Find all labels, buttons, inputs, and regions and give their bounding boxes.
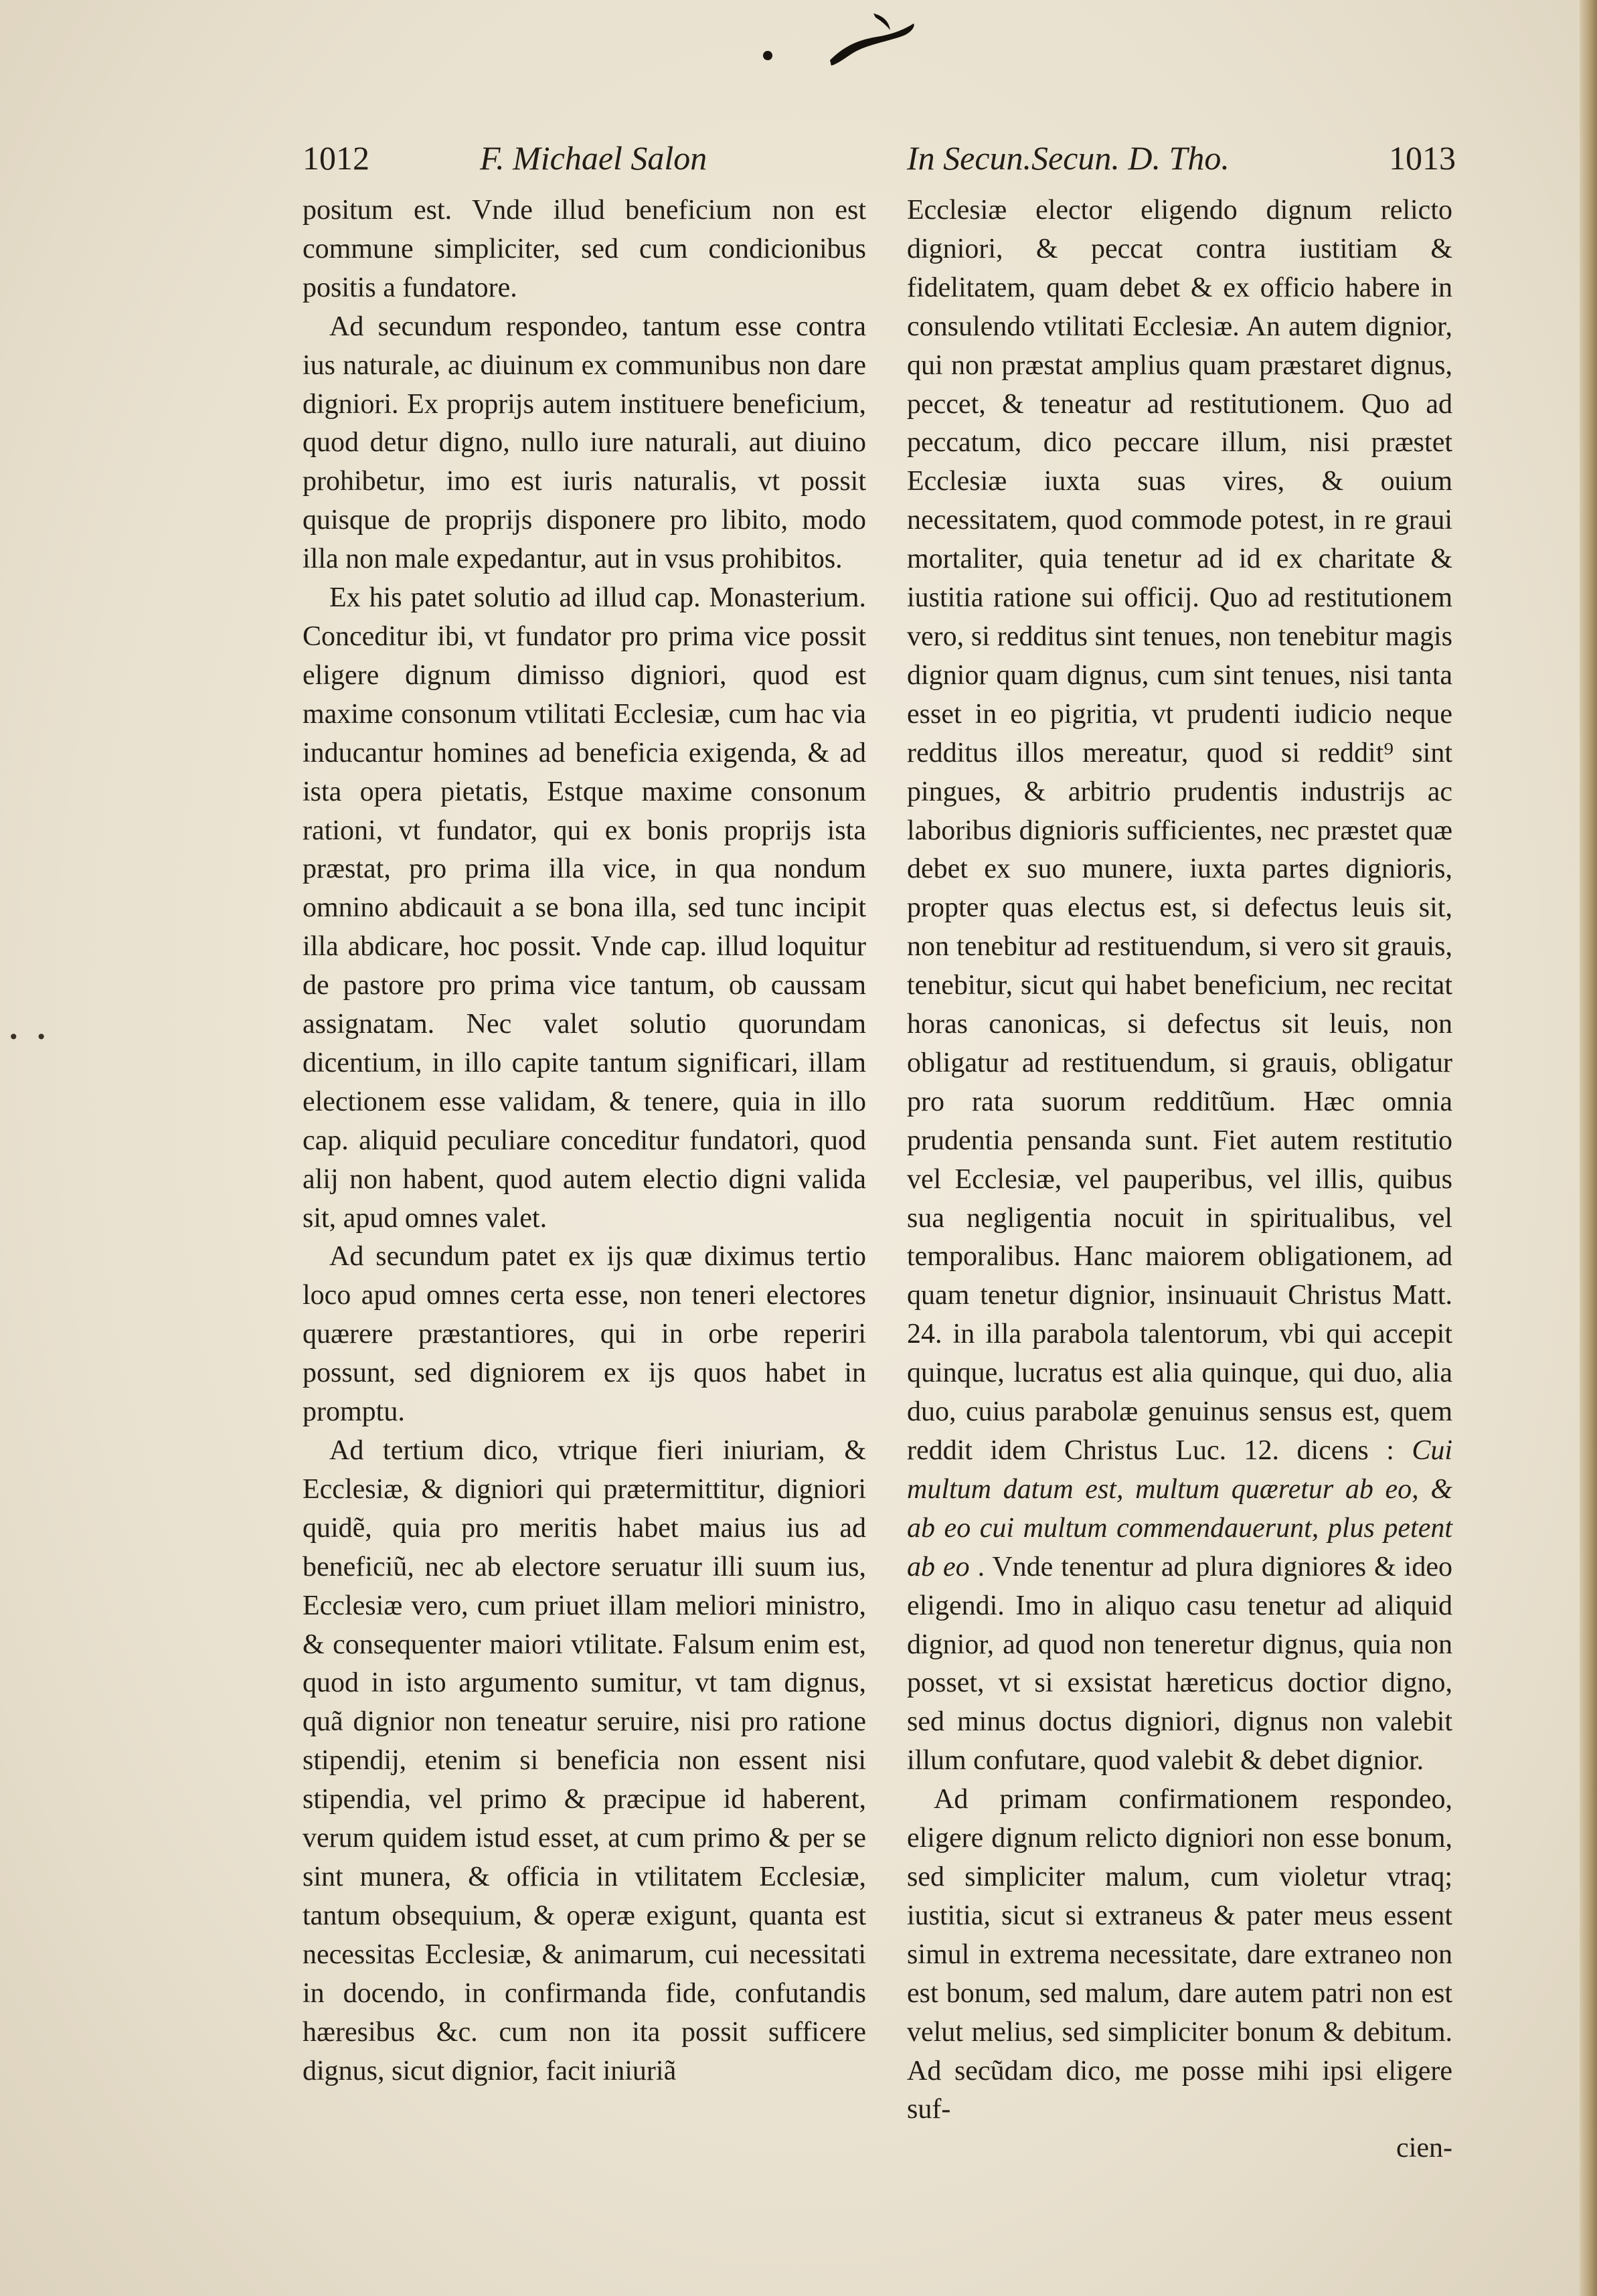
right-text-column xyxy=(907,191,1452,2168)
italic-quotation: Cui multum datum est, multum quæretur ab eo, & ab eo cui multum commendauerunt, plus petent ab eo xyxy=(907,1435,1452,1582)
ink-dot xyxy=(763,51,772,60)
right-page-header xyxy=(907,131,1456,185)
paragraph xyxy=(907,191,1452,1781)
right-running-head: In Secun.Secun. D. Tho. xyxy=(907,139,1230,177)
paragraph: Ex his patet solutio ad illud cap. Monasterium. Conceditur ibi, vt fundator pro prima vice possit eligere dignum dimisso digniori, quod est maxime consonum vtilitati Ecclesiæ, cum hac via inducantur homines ad beneficia exigenda, & ad ista opera pietatis, Estque maxime consonum rationi, vt fundator, qui ex bonis proprijs ista præstat, pro prima illa vice, in qua nondum omnino abdicauit a se bona illa, sed tunc incipit illa abdicare, hoc possit. Vnde cap. illud loquitur de pastore pro prima vice tantum, ob caussam assignatam. Nec valet solutio quorundam dicentium, in illo capite tantum significari, illam electionem esse validam, & tenere, quia in illo cap. aliquid peculiare conceditur fundatori, quod alij non habent, quod autem electio digni valida sit, apud omnes valet. xyxy=(303,582,866,1234)
left-running-head: F. Michael Salon xyxy=(480,139,707,177)
ink-blot-mark xyxy=(823,7,917,67)
right-page-number: 1013 xyxy=(1389,139,1456,177)
paragraph-text: . Vnde tenentur ad plura digniores & ideo eligendi. Imo in aliquo casu tenetur ad aliquid dignior, ad quod non teneretur dignus, quia non posset, vt si exsistat hæreticus doctior digno, sed minus doctus digniori, dignus non valebit illum confutare, quod valebit & debet dignior. xyxy=(907,1551,1452,1777)
catchword: cien- xyxy=(1396,2133,1452,2164)
paragraph: Ad primam confirmationem respondeo, eligere dignum relicto digniori non esse bonum, sed simpliciter malum, cum violetur vtraq; iustitia, sicut si extraneus & pater meus essent simul in extrema necessitate, dare extraneo non est bonum, sed malum, dare autem patri non est velut melius, sed simpliciter bonum & debitum. Ad secũdam dico, me posse mihi ipsi eligere suf- xyxy=(907,1784,1452,2125)
page-edge xyxy=(1580,0,1597,2296)
margin-dots: • • xyxy=(8,1026,52,1048)
left-text-column xyxy=(303,191,866,2090)
paragraph: Ad tertium dico, vtrique fieri iniuriam, & Ecclesiæ, & digniori qui prætermittitur, digniori quidẽ, quia pro meritis habet maius ius ad beneficiũ, nec ab electore seruatur illi suum ius, Ecclesiæ vero, cum priuet illam meliori ministro, & consequenter maiori vtilitate. Falsum enim est, quod in isto argumento sumitur, vt tam dignus, quã dignior non teneatur seruire, nisi pro ratione stipendij, etenim si beneficia non essent nisi stipendia, vel primo & præcipue id haberent, verum quidem istud esset, at cum primo & per se sint munera, & officia in vtilitatem Ecclesiæ, tantum obsequium, & operæ exigunt, quanta est necessitas Ecclesiæ, & animarum, cui necessitati in docendo, in confirmanda fide, confutandis hæresibus &c. cum non ita possit sufficere dignus, sicut dignior, facit iniuriã xyxy=(303,1435,866,2086)
paragraph-text: Ecclesiæ elector eligendo dignum relicto digniori, & peccat contra iustitiam & fidelitatem, quam debet & ex officio habere in consulendo vtilitati Ecclesiæ. An autem dignior, qui non præstat amplius quam præstaret dignus, peccet, & teneatur ad restitutionem. Quo ad peccatum, dico peccare illum, nisi præstet Ecclesiæ iuxta suas vires, & ouium necessitatem, quod commode potest, in re graui mortaliter, quia tenetur ad id ex charitate & iustitia ratione sui officij. Quo ad restitutionem vero, si redditus sint tenues, non tenebitur magis dignior quam dignus, cum sint tenues, nisi tanta esset in eo pigritia, vt prudenti iudicio neque redditus illos mereatur, quod si reddit⁹ sint pingues, & arbitrio prudentis industrijs ac laboribus dignioris sufficientes, nec præstet quæ debet ex suo munere, iuxta partes dignioris, propter quas electus est, si defectus leuis sit, non tenebitur ad restituendum, si vero sit grauis, tenebitur, sicut qui habet beneficium, nec recitat horas canonicas, si defectus sit leuis, non obligatur ad restituendum, si grauis, obligatur pro rata suorum redditũum. Hæc omnia prudentia pensanda sunt. Fiet autem restitutio vel Ecclesiæ, vel pauperibus, vel illis, quibus sua negligentia nocuit in spiritualibus, vel temporalibus. Hanc maiorem obligationem, ad quam tenetur dignior, insinuauit Christus Matt. 24. in illa parabola talentorum, vbi qui accepit quinque, lucratus est alia quinque, qui duo, alia duo, cuius parabolæ genuinus sensus est, quem reddit idem Christus Luc. 12. dicens : xyxy=(907,195,1452,1466)
left-page-header xyxy=(303,131,892,185)
paragraph: Ad secundum respondeo, tantum esse contra ius naturale, ac diuinum ex communibus non dare digniori. Ex proprijs autem instituere beneficium, quod detur digno, nullo iure naturali, aut diuino prohibetur, imo est iuris naturalis, vt possit quisque de proprijs disponere pro libito, modo illa non male expedantur, aut in vsus prohibitos. xyxy=(303,311,866,575)
paragraph: positum est. Vnde illud beneficium non est commune simpliciter, sed cum condicionibus positis a fundatore. xyxy=(303,195,866,303)
paragraph: Ad secundum patet ex ijs quæ diximus tertio loco apud omnes certa esse, non teneri electores quærere præstantiores, qui in orbe reperiri possunt, sed digniorem ex ijs quos habet in promptu. xyxy=(303,1241,866,1428)
left-page-number: 1012 xyxy=(303,139,369,177)
